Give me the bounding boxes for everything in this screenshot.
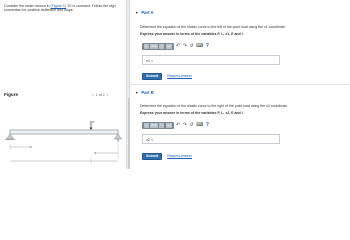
part-b-actions bbox=[142, 153, 192, 160]
part-b-header[interactable] bbox=[135, 90, 154, 95]
part-a-prompt: Determine the equation of the elastic curve to the left of the point load using the x1 coordinate. bbox=[140, 25, 286, 29]
part-a-answer-label: v1 = bbox=[146, 58, 154, 63]
part-b-answer-input[interactable] bbox=[156, 137, 276, 144]
beam bbox=[10, 130, 118, 134]
part-b-prompt: Determine the equation of the elastic curve to the right of the point load using the x2 coordinate. bbox=[140, 104, 289, 108]
symbols-button[interactable]: AΣφ bbox=[151, 44, 157, 48]
undo-icon[interactable]: ↶ bbox=[176, 122, 181, 128]
part-a-math-toolbar bbox=[142, 42, 280, 50]
templates-button[interactable]: √□ bbox=[144, 123, 148, 127]
vec-button[interactable]: vec bbox=[166, 44, 172, 48]
keyboard-icon[interactable]: ⌨ bbox=[196, 122, 204, 128]
load-label: P bbox=[92, 120, 95, 124]
vec-button[interactable]: vec bbox=[166, 123, 172, 127]
keyboard-icon[interactable]: ⌨ bbox=[196, 43, 204, 49]
next-figure-button[interactable]: > bbox=[106, 92, 109, 97]
part-b-instruction: Express your answer in terms of the variables P, L, x2, E and I. bbox=[140, 111, 244, 115]
collapse-caret-icon[interactable]: ▼ bbox=[135, 90, 139, 95]
math-templates-group bbox=[142, 43, 174, 50]
collapse-caret-icon[interactable]: ▼ bbox=[135, 10, 139, 15]
part-a-actions bbox=[142, 73, 192, 80]
part-b-math-toolbar bbox=[142, 121, 280, 129]
math-templates-group bbox=[142, 122, 174, 129]
intro-text-rest: . EI is constant. Follow the sign convention for positive deflection and slope. bbox=[4, 4, 116, 13]
right-support-icon bbox=[115, 134, 122, 139]
undo-icon[interactable]: ↶ bbox=[176, 43, 181, 49]
figure-page-indicator: 1 of 1 bbox=[95, 92, 105, 97]
left-pane bbox=[0, 0, 125, 169]
right-pane bbox=[130, 0, 350, 169]
vector-arrows-button[interactable]: ↓↑ bbox=[160, 44, 164, 48]
vector-arrows-button[interactable]: ↓↑ bbox=[160, 123, 164, 127]
problem-intro bbox=[4, 4, 116, 16]
intro-text: Consider the beam shown in bbox=[4, 4, 51, 8]
part-b-title[interactable]: Part B bbox=[141, 90, 154, 95]
redo-icon[interactable]: ↷ bbox=[182, 122, 187, 128]
templates-button[interactable]: √□ bbox=[144, 44, 148, 48]
symbols-button[interactable]: AΣφ bbox=[151, 123, 157, 127]
part-a-title[interactable]: Part A bbox=[141, 10, 154, 15]
part-a-answer-box bbox=[142, 55, 280, 65]
reset-icon[interactable]: ↺ bbox=[189, 43, 194, 49]
help-icon[interactable]: ? bbox=[205, 122, 209, 128]
part-a-answer-input[interactable] bbox=[156, 58, 276, 65]
part-b-answer-box bbox=[142, 134, 280, 144]
part-a-header[interactable] bbox=[135, 10, 154, 15]
redo-icon[interactable]: ↷ bbox=[182, 43, 187, 49]
left-support-icon bbox=[7, 134, 14, 139]
part-b-submit-button[interactable]: Submit bbox=[142, 153, 162, 160]
figure-heading: Figure bbox=[4, 92, 19, 97]
reset-icon[interactable]: ↺ bbox=[189, 122, 194, 128]
part-divider bbox=[130, 84, 350, 85]
beam-figure bbox=[4, 99, 126, 169]
help-icon[interactable]: ? bbox=[205, 43, 209, 49]
part-a-instruction: Express your answer in terms of the variables P, L, x1, E and I. bbox=[140, 32, 244, 36]
prev-figure-button[interactable]: < bbox=[92, 92, 95, 97]
part-a-request-answer-link[interactable]: Request Answer bbox=[167, 74, 192, 79]
part-b-request-answer-link[interactable]: Request Answer bbox=[167, 154, 192, 159]
figure-link[interactable]: (Figure 1) bbox=[50, 4, 67, 8]
part-a-submit-button[interactable]: Submit bbox=[142, 73, 162, 80]
part-b-answer-label: v2 = bbox=[146, 137, 154, 142]
figure-pager bbox=[92, 92, 109, 97]
